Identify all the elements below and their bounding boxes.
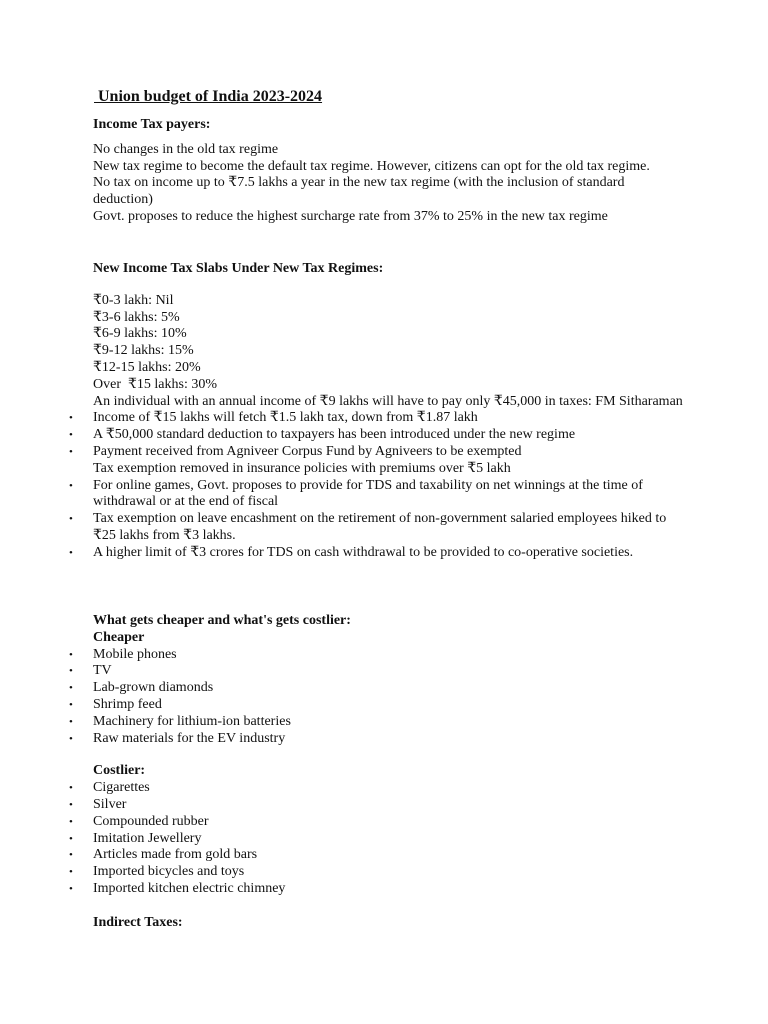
list-item: • Imitation Jewellery — [93, 831, 693, 848]
list-item: • Compounded rubber — [93, 814, 693, 831]
income-tax-line: Govt. proposes to reduce the highest surcharge rate from 37% to 25% in the new tax regime — [93, 208, 608, 224]
income-tax-heading: Income Tax payers: — [93, 117, 211, 132]
list-item: • Raw materials for the EV industry — [93, 731, 693, 748]
income-tax-line: New tax regime to become the default tax regime. However, citizens can opt for the old tax regime. — [93, 158, 650, 174]
tax-slabs-section — [93, 261, 693, 562]
list-item: • A higher limit of ₹3 crores for TDS on cash withdrawal to be provided to co-operative societies. — [93, 545, 653, 562]
slab-line: Over ₹15 lakhs: 30% — [93, 376, 217, 392]
slab-line: ₹12-15 lakhs: 20% — [93, 359, 201, 375]
income-tax-section — [93, 117, 693, 226]
cheaper-heading: Cheaper — [93, 629, 145, 645]
list-item: • Shrimp feed — [93, 697, 693, 714]
list-item: • For online games, Govt. proposes to provide for TDS and taxability on net winnings at the time of withdrawal or at the end of fiscal — [93, 478, 663, 512]
list-item: • Machinery for lithium-ion batteries — [93, 714, 693, 731]
income-tax-line: No changes in the old tax regime — [93, 141, 279, 157]
slab-line: ₹6-9 lakhs: 10% — [93, 326, 187, 342]
indirect-taxes-heading: Indirect Taxes: — [93, 915, 183, 930]
costlier-list — [93, 780, 693, 898]
slab-note: An individual with an annual income of ₹9 lakhs will have to pay only ₹45,000 in taxes: FM Sitharaman — [93, 393, 683, 409]
list-item: • TV — [93, 663, 693, 680]
list-item: • Income of ₹15 lakhs will fetch ₹1.5 lakh tax, down from ₹1.87 lakh — [93, 410, 693, 427]
income-tax-line: No tax on income up to ₹7.5 lakhs a year in the new tax regime (with the inclusion of standard deduction) — [93, 175, 625, 208]
costlier-heading: Costlier: — [93, 763, 146, 779]
list-item: • Payment received from Agniveer Corpus Fund by Agniveers to be exempted — [93, 444, 693, 461]
prices-heading: What gets cheaper and what's gets costlier: — [93, 613, 351, 628]
slab-bullet-list-2 — [93, 478, 693, 562]
slab-line: ₹0-3 lakh: Nil — [93, 292, 174, 308]
list-item: • A ₹50,000 standard deduction to taxpayers has been introduced under the new regime — [93, 427, 693, 444]
document-title: Union budget of India 2023-2024 — [94, 88, 323, 105]
prices-section — [93, 613, 693, 898]
cheaper-list — [93, 647, 693, 748]
list-item: • Mobile phones — [93, 647, 693, 664]
list-item: • Cigarettes — [93, 780, 693, 797]
indirect-taxes-section — [93, 915, 693, 932]
slab-plain-line: Tax exemption removed in insurance policies with premiums over ₹5 lakh — [93, 460, 511, 476]
tax-slabs-heading: New Income Tax Slabs Under New Tax Regimes: — [93, 261, 384, 276]
list-item: • Lab-grown diamonds — [93, 680, 693, 697]
slab-line: ₹3-6 lakhs: 5% — [93, 309, 180, 325]
list-item: • Imported bicycles and toys — [93, 864, 693, 881]
slab-bullet-list — [93, 410, 693, 460]
list-item: • Silver — [93, 797, 693, 814]
list-item: • Tax exemption on leave encashment on the retirement of non-government salaried employees hiked to ₹25 lakhs from ₹3 lakhs. — [93, 511, 683, 545]
list-item: • Articles made from gold bars — [93, 847, 693, 864]
slab-line: ₹9-12 lakhs: 15% — [93, 343, 194, 359]
list-item: • Imported kitchen electric chimney — [93, 881, 693, 898]
